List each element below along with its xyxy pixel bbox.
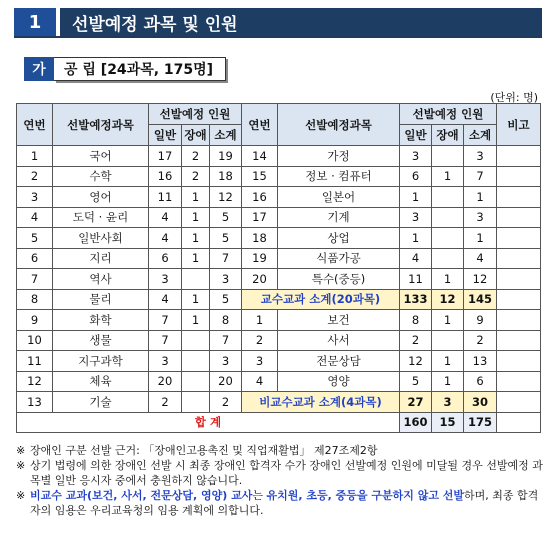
row-no: 16 bbox=[242, 187, 278, 208]
row-subject: 일본어 bbox=[278, 187, 400, 208]
row-no: 13 bbox=[17, 392, 53, 413]
notes bbox=[16, 443, 544, 518]
row-subject: 정보 · 컴퓨터 bbox=[278, 166, 400, 187]
row-note bbox=[497, 310, 541, 331]
row-disabled: 1 bbox=[182, 289, 210, 310]
row-total: 5 bbox=[210, 228, 242, 249]
row-no: 9 bbox=[17, 310, 53, 331]
row-no: 15 bbox=[242, 166, 278, 187]
row-general: 20 bbox=[149, 371, 182, 392]
row-general: 16 bbox=[149, 166, 182, 187]
header-subject: 선발예정과목 bbox=[278, 104, 400, 146]
subtotal-general: 133 bbox=[400, 289, 432, 310]
header-general: 일반 bbox=[400, 125, 432, 146]
row-subject: 영어 bbox=[53, 187, 149, 208]
row-disabled: 1 bbox=[182, 207, 210, 228]
row-general: 3 bbox=[149, 351, 182, 372]
row-note bbox=[497, 166, 541, 187]
subtotal-label: 교수교과 소계(20과목) bbox=[242, 289, 400, 310]
row-note bbox=[497, 392, 541, 413]
row-general: 4 bbox=[400, 248, 432, 269]
row-note bbox=[497, 412, 541, 433]
header-subtotal: 소계 bbox=[464, 125, 497, 146]
table-row bbox=[17, 289, 541, 310]
row-note bbox=[497, 371, 541, 392]
row-no: 17 bbox=[242, 207, 278, 228]
note-text-part: 하며, 최종 합격자의 임용은 우리교육청의 임용 계획에 의합니다. bbox=[30, 489, 539, 517]
row-disabled: 2 bbox=[182, 166, 210, 187]
row-disabled: 1 bbox=[182, 310, 210, 331]
row-disabled: 1 bbox=[182, 187, 210, 208]
row-general: 17 bbox=[149, 146, 182, 167]
row-total: 20 bbox=[210, 371, 242, 392]
subtotal-total: 30 bbox=[464, 392, 497, 413]
header-disabled: 장애 bbox=[182, 125, 210, 146]
header-general: 일반 bbox=[149, 125, 182, 146]
section-title: 선발예정 과목 및 인원 bbox=[60, 8, 542, 36]
row-no: 4 bbox=[242, 371, 278, 392]
header-subtotal: 소계 bbox=[210, 125, 242, 146]
note-mark: ※ bbox=[16, 489, 26, 502]
row-disabled: 1 bbox=[432, 269, 464, 290]
table-row bbox=[17, 371, 541, 392]
row-no: 10 bbox=[17, 330, 53, 351]
row-total: 5 bbox=[210, 207, 242, 228]
note-text-part: 는 bbox=[252, 489, 267, 502]
note-mark: ※ bbox=[16, 459, 26, 472]
row-subject: 화학 bbox=[53, 310, 149, 331]
row-general: 4 bbox=[149, 207, 182, 228]
row-note bbox=[497, 207, 541, 228]
row-total: 1 bbox=[464, 228, 497, 249]
row-note bbox=[497, 351, 541, 372]
row-no: 2 bbox=[17, 166, 53, 187]
row-subject: 기계 bbox=[278, 207, 400, 228]
table-row bbox=[17, 351, 541, 372]
row-total: 19 bbox=[210, 146, 242, 167]
row-general: 5 bbox=[400, 371, 432, 392]
row-total: 12 bbox=[210, 187, 242, 208]
row-no: 6 bbox=[17, 248, 53, 269]
grand-total-total: 175 bbox=[464, 412, 497, 433]
quota-table bbox=[16, 103, 541, 433]
note-1 bbox=[16, 443, 544, 458]
row-no: 5 bbox=[17, 228, 53, 249]
header-no: 연번 bbox=[242, 104, 278, 146]
row-disabled bbox=[182, 351, 210, 372]
row-note bbox=[497, 248, 541, 269]
row-disabled: 1 bbox=[182, 248, 210, 269]
row-total: 6 bbox=[464, 371, 497, 392]
row-no: 8 bbox=[17, 289, 53, 310]
header-note: 비고 bbox=[497, 104, 541, 146]
row-no: 1 bbox=[242, 310, 278, 331]
section-number: 1 bbox=[14, 8, 56, 36]
row-note bbox=[497, 228, 541, 249]
row-disabled bbox=[432, 228, 464, 249]
row-total: 3 bbox=[464, 146, 497, 167]
note-text bbox=[30, 488, 544, 518]
row-subject: 일반사회 bbox=[53, 228, 149, 249]
row-total: 3 bbox=[210, 269, 242, 290]
row-general: 3 bbox=[149, 269, 182, 290]
subtotal-general: 27 bbox=[400, 392, 432, 413]
row-general: 7 bbox=[149, 310, 182, 331]
row-total: 9 bbox=[464, 310, 497, 331]
row-no: 18 bbox=[242, 228, 278, 249]
row-general: 3 bbox=[400, 207, 432, 228]
row-subject: 사서 bbox=[278, 330, 400, 351]
row-note bbox=[497, 289, 541, 310]
row-total: 3 bbox=[210, 351, 242, 372]
row-subject: 보건 bbox=[278, 310, 400, 331]
row-disabled: 1 bbox=[432, 371, 464, 392]
row-general: 6 bbox=[149, 248, 182, 269]
subsection-header bbox=[24, 57, 226, 81]
row-total: 4 bbox=[464, 248, 497, 269]
row-total: 2 bbox=[464, 330, 497, 351]
row-general: 12 bbox=[400, 351, 432, 372]
row-no: 3 bbox=[17, 187, 53, 208]
note-highlight: 비교수 교과(보건, 사서, 전문상담, 영양) 교사 bbox=[30, 489, 253, 502]
row-total: 7 bbox=[210, 248, 242, 269]
grand-total-label: 합 계 bbox=[17, 412, 400, 433]
row-no: 1 bbox=[17, 146, 53, 167]
row-disabled: 1 bbox=[432, 351, 464, 372]
header-subject: 선발예정과목 bbox=[53, 104, 149, 146]
table-row bbox=[17, 146, 541, 167]
subsection-title: 공 립 [24과목, 175명] bbox=[54, 57, 226, 81]
row-subject: 기술 bbox=[53, 392, 149, 413]
note-2 bbox=[16, 458, 544, 488]
row-no: 3 bbox=[242, 351, 278, 372]
header-quota: 선발예정 인원 bbox=[149, 104, 242, 125]
row-no: 19 bbox=[242, 248, 278, 269]
row-total: 3 bbox=[464, 207, 497, 228]
section-header bbox=[14, 8, 542, 38]
table-row bbox=[17, 187, 541, 208]
row-subject: 도덕 · 윤리 bbox=[53, 207, 149, 228]
unit-label: (단위: 명) bbox=[490, 91, 538, 104]
row-note bbox=[497, 269, 541, 290]
row-note bbox=[497, 146, 541, 167]
header-disabled: 장애 bbox=[432, 125, 464, 146]
row-disabled: 2 bbox=[182, 146, 210, 167]
row-general: 4 bbox=[149, 289, 182, 310]
row-general: 11 bbox=[149, 187, 182, 208]
row-no: 20 bbox=[242, 269, 278, 290]
row-subject: 식품가공 bbox=[278, 248, 400, 269]
row-disabled bbox=[182, 330, 210, 351]
row-no: 11 bbox=[17, 351, 53, 372]
row-disabled: 1 bbox=[432, 310, 464, 331]
row-general: 3 bbox=[400, 146, 432, 167]
row-disabled bbox=[432, 330, 464, 351]
row-no: 2 bbox=[242, 330, 278, 351]
subsection-badge: 가 bbox=[24, 57, 54, 81]
table-row bbox=[17, 248, 541, 269]
row-total: 7 bbox=[210, 330, 242, 351]
row-no: 4 bbox=[17, 207, 53, 228]
table-row bbox=[17, 207, 541, 228]
row-disabled: 1 bbox=[432, 166, 464, 187]
note-3 bbox=[16, 488, 544, 518]
row-general: 6 bbox=[400, 166, 432, 187]
row-total: 7 bbox=[464, 166, 497, 187]
subtotal-disabled: 12 bbox=[432, 289, 464, 310]
row-subject: 국어 bbox=[53, 146, 149, 167]
grand-total-row bbox=[17, 412, 541, 433]
row-disabled bbox=[432, 187, 464, 208]
row-subject: 역사 bbox=[53, 269, 149, 290]
row-subject: 가정 bbox=[278, 146, 400, 167]
row-subject: 상업 bbox=[278, 228, 400, 249]
row-total: 13 bbox=[464, 351, 497, 372]
row-no: 7 bbox=[17, 269, 53, 290]
row-general: 2 bbox=[149, 392, 182, 413]
row-subject: 체육 bbox=[53, 371, 149, 392]
subtotal-disabled: 3 bbox=[432, 392, 464, 413]
grand-total-general: 160 bbox=[400, 412, 432, 433]
subtotal-total: 145 bbox=[464, 289, 497, 310]
row-no: 14 bbox=[242, 146, 278, 167]
subtotal-label: 비교수교과 소계(4과목) bbox=[242, 392, 400, 413]
row-disabled: 1 bbox=[182, 228, 210, 249]
note-highlight: 유치원, 초등, 중등을 구분하지 않고 선발 bbox=[266, 489, 465, 502]
row-total: 8 bbox=[210, 310, 242, 331]
table-row bbox=[17, 269, 541, 290]
table-row bbox=[17, 166, 541, 187]
row-general: 8 bbox=[400, 310, 432, 331]
row-no: 12 bbox=[17, 371, 53, 392]
note-text: 상기 법령에 의한 장애인 선발 시 최종 장애인 합격자 수가 장애인 선발예정 인원에 미달될 경우 선발예정 과목별 일반 응시자 중에서 충원하지 않습니다. bbox=[30, 459, 543, 487]
row-subject: 수학 bbox=[53, 166, 149, 187]
header-quota: 선발예정 인원 bbox=[400, 104, 497, 125]
row-general: 1 bbox=[400, 228, 432, 249]
grand-total-disabled: 15 bbox=[432, 412, 464, 433]
row-subject: 지리 bbox=[53, 248, 149, 269]
row-general: 11 bbox=[400, 269, 432, 290]
row-total: 1 bbox=[464, 187, 497, 208]
note-text: 장애인 구분 선발 근거: 「장애인고용촉진 및 직업재활법」 제27조제2항 bbox=[30, 444, 378, 457]
row-subject: 특수(중등) bbox=[278, 269, 400, 290]
table-row bbox=[17, 330, 541, 351]
row-subject: 생물 bbox=[53, 330, 149, 351]
table-row bbox=[17, 228, 541, 249]
row-subject: 물리 bbox=[53, 289, 149, 310]
row-total: 5 bbox=[210, 289, 242, 310]
row-subject: 지구과학 bbox=[53, 351, 149, 372]
row-general: 2 bbox=[400, 330, 432, 351]
row-disabled bbox=[432, 207, 464, 228]
row-subject: 영양 bbox=[278, 371, 400, 392]
table-row bbox=[17, 392, 541, 413]
note-mark: ※ bbox=[16, 444, 26, 457]
row-subject: 전문상담 bbox=[278, 351, 400, 372]
row-disabled bbox=[432, 146, 464, 167]
row-general: 4 bbox=[149, 228, 182, 249]
row-note bbox=[497, 330, 541, 351]
header-no: 연번 bbox=[17, 104, 53, 146]
row-note bbox=[497, 187, 541, 208]
row-disabled bbox=[432, 248, 464, 269]
row-general: 7 bbox=[149, 330, 182, 351]
row-disabled bbox=[182, 269, 210, 290]
row-total: 18 bbox=[210, 166, 242, 187]
row-general: 1 bbox=[400, 187, 432, 208]
row-total: 12 bbox=[464, 269, 497, 290]
row-disabled bbox=[182, 371, 210, 392]
table-row bbox=[17, 310, 541, 331]
row-disabled bbox=[182, 392, 210, 413]
row-total: 2 bbox=[210, 392, 242, 413]
